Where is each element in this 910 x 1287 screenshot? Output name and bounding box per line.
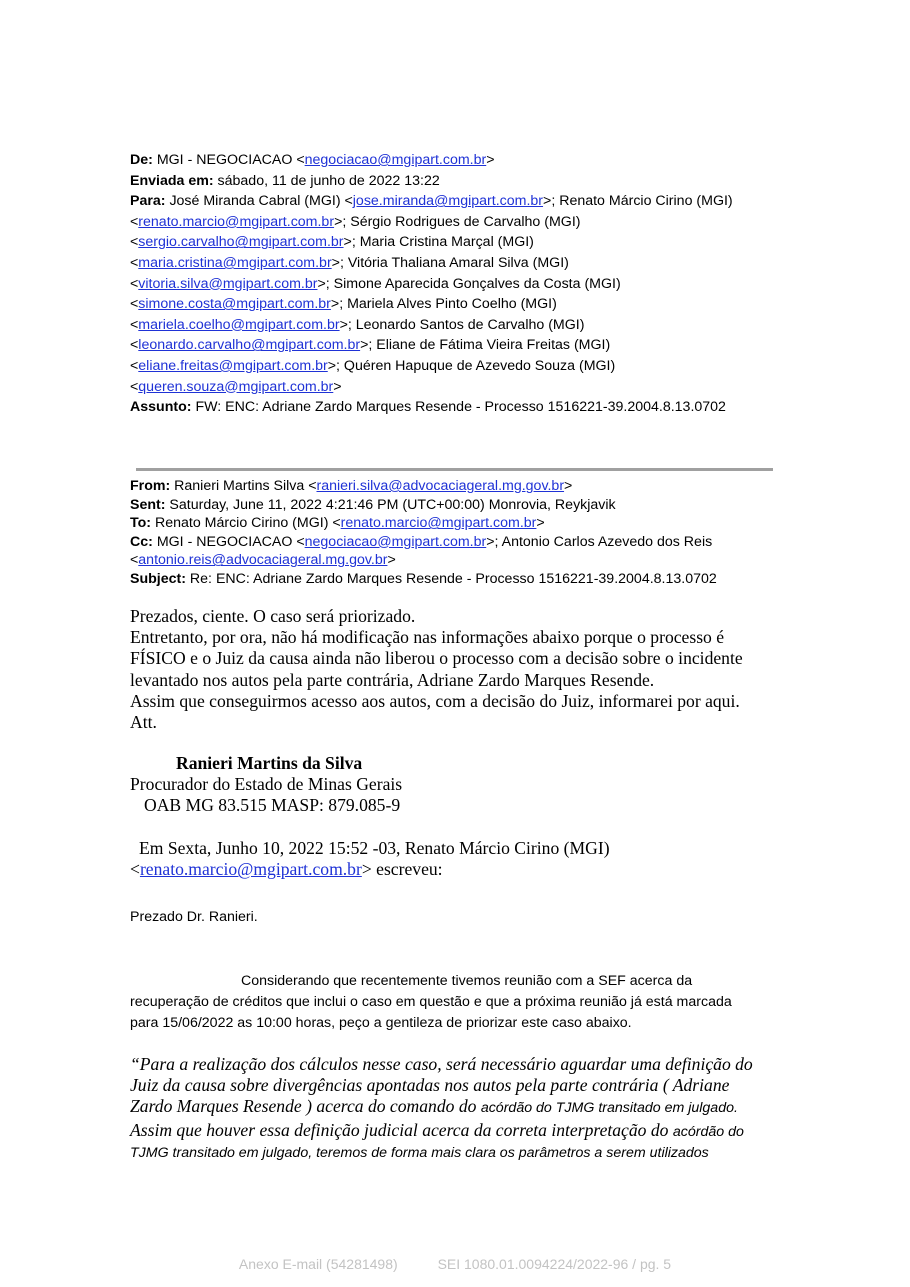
- signature-name: Ranieri Martins da Silva: [176, 753, 363, 773]
- cc-text: <: [130, 552, 139, 569]
- to-text: >: [333, 378, 342, 395]
- to-text: <: [130, 254, 139, 271]
- to-email-link[interactable]: vitoria.silva@mgipart.com.br: [138, 275, 318, 292]
- to-text: >; Mariela Alves Pinto Coelho (MGI): [330, 296, 557, 313]
- quoted-paragraph: [130, 971, 790, 1033]
- subject-value: FW: ENC: Adriane Zardo Marques Resende - Processo 1516221-39.2004.8.13.0702: [195, 399, 726, 416]
- sent-line: [130, 496, 790, 515]
- to-text: >; Eliane de Fátima Vieira Freitas (MGI): [360, 337, 611, 354]
- paragraph-line: para 15/06/2022 as 10:00 horas, peço a gentileza de priorizar este caso abaixo.: [130, 1014, 632, 1031]
- italic-line: Juiz da causa sobre divergências apontadas nos autos pela parte contrária ( Adriane: [130, 1075, 730, 1096]
- to-line: [130, 191, 790, 212]
- sent-line: [130, 171, 790, 192]
- italic-line: “Para a realização dos cálculos nesse caso, será necessário aguardar uma definição do: [130, 1054, 753, 1074]
- to-line: [130, 377, 790, 398]
- to-text: >; Simone Aparecida Gonçalves da Costa (MGI): [317, 275, 621, 292]
- from-label: From:: [130, 478, 171, 494]
- cc-text: >; Antonio Carlos Azevedo dos Reis: [486, 533, 713, 550]
- to-line: [130, 315, 790, 336]
- quoted-italic-text: [130, 1054, 790, 1164]
- to-line: [130, 212, 790, 233]
- sent-value: Saturday, June 11, 2022 4:21:46 PM (UTC+00:00) Monrovia, Reykjavik: [169, 496, 616, 513]
- cc-text: >: [387, 552, 396, 569]
- reply-line: Prezados, ciente. O caso será priorizado.: [130, 606, 416, 626]
- to-line: [130, 274, 790, 295]
- to-text: <: [130, 296, 139, 313]
- to-text: >; Maria Cristina Marçal (MGI): [343, 234, 534, 251]
- reply-line: Assim que conseguirmos acesso aos autos, com a decisão do Juiz, informarei por aqui.: [130, 690, 740, 711]
- signature: [130, 753, 790, 816]
- cc-label: Cc:: [130, 533, 153, 550]
- italic-line: [130, 1120, 790, 1143]
- sent-label: Sent:: [130, 496, 166, 513]
- to-email-link[interactable]: mariela.coelho@mgipart.com.br: [138, 316, 340, 333]
- footer-attachment-id: Anexo E-mail (54281498): [238, 1256, 398, 1272]
- from-line: [130, 150, 790, 171]
- paragraph-line: [130, 971, 790, 992]
- from-close: >: [486, 152, 495, 168]
- to-text: >; Leonardo Santos de Carvalho (MGI): [339, 316, 585, 333]
- to-text: <: [130, 337, 139, 354]
- paragraph-text: Considerando que recentemente tivemos reunião com a SEF acerca da: [241, 973, 693, 989]
- italic-text: Zardo Marques Resende ) acerca do comando do: [130, 1096, 481, 1117]
- from-label: De:: [130, 152, 153, 168]
- quoted-email-link[interactable]: renato.marcio@mgipart.com.br: [139, 859, 362, 880]
- italic-text-small: acórdão do TJMG transitado em julgado.: [480, 1100, 738, 1117]
- reply-line: FÍSICO e o Juiz da causa ainda não liberou o processo com a decisão sobre o incidente: [130, 648, 743, 669]
- email-header-forward: [130, 150, 790, 418]
- to-text: >; Quéren Hapuque de Azevedo Souza (MGI): [327, 357, 616, 374]
- from-name: MGI - NEGOCIACAO <: [156, 152, 305, 168]
- to-text: >; Vitória Thaliana Amaral Silva (MGI): [331, 254, 569, 271]
- cc-line: [130, 533, 790, 552]
- to-email-link[interactable]: renato.marcio@mgipart.com.br: [340, 515, 537, 532]
- to-email-link[interactable]: jose.miranda@mgipart.com.br: [352, 193, 544, 210]
- to-line: [130, 514, 790, 533]
- from-name: Ranieri Martins Silva <: [174, 478, 317, 494]
- to-text: <: [130, 357, 139, 374]
- to-text: <: [130, 275, 139, 292]
- subject-label: Assunto:: [130, 399, 192, 416]
- italic-line: [130, 1096, 790, 1119]
- to-email-link[interactable]: maria.cristina@mgipart.com.br: [138, 254, 332, 271]
- to-text: <: [130, 234, 139, 251]
- subject-line: [130, 397, 790, 418]
- subject-label: Subject:: [130, 570, 186, 587]
- to-email-link[interactable]: leonardo.carvalho@mgipart.com.br: [138, 337, 361, 354]
- quoted-intro-line: Em Sexta, Junho 10, 2022 15:52 -03, Renato Márcio Cirino (MGI): [139, 838, 610, 858]
- quoted-intro: [130, 838, 790, 881]
- quoted-intro-text: <: [130, 859, 140, 880]
- footer-sei-ref: SEI 1080.01.0094224/2022-96 / pg. 5: [437, 1256, 672, 1272]
- to-email-link[interactable]: simone.costa@mgipart.com.br: [138, 296, 331, 313]
- reply-line: levantado nos autos pela parte contrária, Adriane Zardo Marques Resende.: [130, 669, 655, 690]
- separator-rule: [136, 468, 773, 471]
- greeting: Prezado Dr. Ranieri.: [130, 909, 258, 925]
- from-email-link[interactable]: ranieri.silva@advocaciageral.mg.gov.br: [316, 478, 565, 494]
- italic-text-small: acórdão do: [672, 1123, 744, 1140]
- subject-value: Re: ENC: Adriane Zardo Marques Resende - Processo 1516221-39.2004.8.13.0702: [189, 570, 717, 587]
- to-text: <: [130, 378, 139, 395]
- quoted-intro-line: [130, 859, 790, 880]
- to-email-link[interactable]: sergio.carvalho@mgipart.com.br: [138, 234, 344, 251]
- to-line: [130, 232, 790, 253]
- paragraph-line: recuperação de créditos que inclui o caso em questão e que a próxima reunião já está marcada: [130, 993, 732, 1010]
- reply-line: Att.: [130, 712, 157, 733]
- to-text: <: [130, 316, 139, 333]
- cc-line: [130, 551, 790, 570]
- signature-oab: OAB MG 83.515 MASP: 879.085-9: [144, 795, 401, 815]
- italic-text: Assim que houver essa definição judicial acerca da correta interpretação do: [130, 1119, 673, 1140]
- sent-label: Enviada em:: [130, 172, 214, 189]
- to-line: [130, 356, 790, 377]
- cc-text: MGI - NEGOCIACAO <: [156, 533, 305, 550]
- to-email-link[interactable]: eliane.freitas@mgipart.com.br: [138, 357, 328, 374]
- cc-email-link[interactable]: negociacao@mgipart.com.br: [304, 533, 487, 550]
- email-header-reply: [130, 477, 790, 589]
- to-text: José Miranda Cabral (MGI) <: [169, 193, 353, 210]
- to-line: [130, 253, 790, 274]
- reply-body: [130, 606, 790, 733]
- to-close: >: [536, 515, 545, 532]
- to-email-link[interactable]: renato.marcio@mgipart.com.br: [138, 213, 335, 230]
- to-email-link[interactable]: queren.souza@mgipart.com.br: [138, 378, 334, 395]
- quoted-intro-text: > escreveu:: [361, 859, 443, 880]
- reply-line: Entretanto, por ora, não há modificação nas informações abaixo porque o processo é: [130, 627, 725, 648]
- from-close: >: [564, 478, 573, 494]
- from-line: [130, 477, 790, 496]
- to-label: Para:: [130, 193, 166, 210]
- signature-role: Procurador do Estado de Minas Gerais: [130, 774, 403, 794]
- to-name: Renato Márcio Cirino (MGI) <: [154, 515, 341, 532]
- page-footer: [0, 1256, 910, 1272]
- subject-line: [130, 570, 790, 589]
- to-line: [130, 335, 790, 356]
- to-text: <: [130, 213, 139, 230]
- to-text: >; Renato Márcio Cirino (MGI): [543, 193, 733, 210]
- to-label: To:: [130, 515, 152, 532]
- to-text: >; Sérgio Rodrigues de Carvalho (MGI): [334, 213, 581, 230]
- to-line: [130, 294, 790, 315]
- italic-line: TJMG transitado em julgado, teremos de forma mais clara os parâmetros a serem utilizados: [130, 1144, 709, 1161]
- sent-value: sábado, 11 de junho de 2022 13:22: [217, 172, 440, 189]
- cc-email-link[interactable]: antonio.reis@advocaciageral.mg.gov.br: [138, 552, 388, 569]
- from-email-link[interactable]: negociacao@mgipart.com.br: [304, 152, 487, 168]
